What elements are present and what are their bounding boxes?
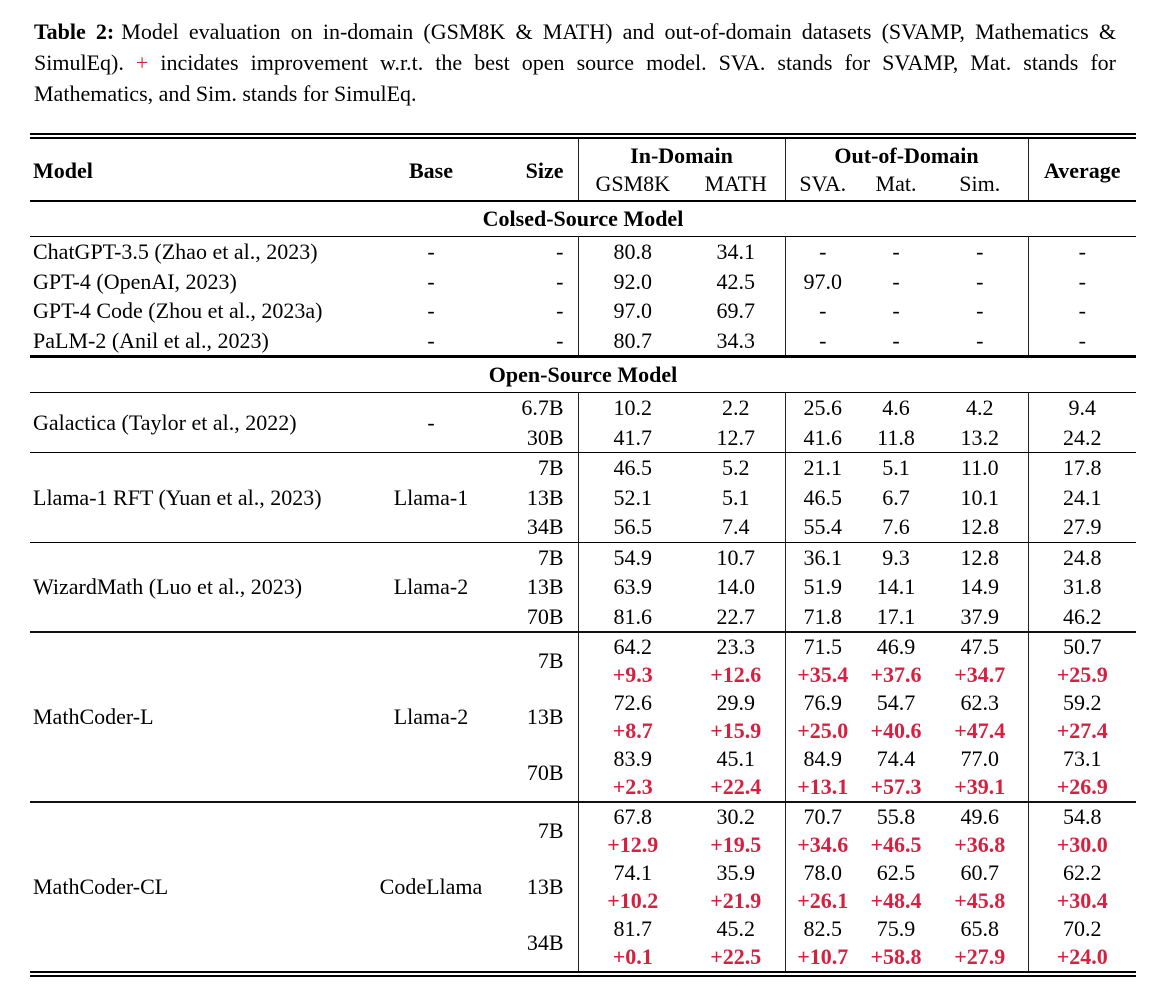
col-header-gsm8k: GSM8K [578,170,687,201]
cell-size: 70B [526,603,564,629]
cell-score: - [785,326,860,357]
cell-score: 31.8 [1028,572,1136,602]
cell-score: 51.9 [785,572,860,602]
cell-score: 54.9 [578,542,687,572]
cell-score: 12.7 [716,424,755,450]
cell-score: 10.1 [960,484,999,510]
cell-score: 62.3 [960,690,999,715]
cell-size: - [556,268,564,294]
caption-text-after-plus: incidates improvement w.r.t. the best open source model. SVA. stands for SVAMP, Mat. stands for Mathematics, and Sim. stands for SimulEq. [34,50,1117,106]
cell-score: 22.7 [716,603,755,629]
cell-improvement: +21.9 [710,888,762,913]
cell-score: 84.9 [785,745,860,773]
cell-improvement: +26.9 [1028,773,1136,802]
col-header-math: MATH [704,171,767,196]
cell-improvement: +10.2 [578,887,687,915]
cell-score: - [1028,296,1136,326]
cell-score: - [976,268,984,294]
cell-score: 45.2 [716,916,755,941]
col-header-mat: Mat. [875,171,917,196]
col-header-size: Size [525,158,564,183]
cell-score: 14.0 [716,574,755,599]
cell-improvement: +19.5 [710,832,762,857]
cell-score: 46.5 [578,453,687,483]
cell-size: 34B [526,930,564,955]
cell-improvement: +27.9 [954,944,1006,969]
cell-score: 41.7 [578,423,687,453]
cell-improvement: +22.5 [710,944,762,969]
cell-score: - [892,327,900,353]
cell-improvement: +37.6 [870,662,922,687]
cell-improvement: +27.4 [1028,717,1136,745]
cell-score: - [892,298,900,323]
cell-size: 7B [537,818,564,843]
cell-model: MathCoder-CL [33,874,169,899]
col-header-base: Base [409,158,453,183]
cell-improvement: +24.0 [1028,943,1136,974]
cell-improvement: +25.9 [1028,661,1136,689]
table-row [30,326,1136,357]
cell-improvement: +48.4 [870,888,922,913]
cell-score: 67.8 [578,802,687,831]
cell-model: WizardMath (Luo et al., 2023) [33,574,303,599]
table-row [30,237,1136,267]
cell-base: - [427,327,435,353]
cell-score: 36.1 [785,542,860,572]
cell-score: 82.5 [785,915,860,943]
cell-score: 17.1 [876,603,916,629]
cell-score: 76.9 [785,689,860,717]
cell-score: 37.9 [960,603,999,629]
cell-score: 21.1 [785,453,860,483]
cell-score: 75.9 [876,916,916,941]
cell-improvement: +12.9 [578,831,687,859]
table-row [30,453,1136,483]
cell-score: 70.2 [1028,915,1136,943]
cell-score: 64.2 [578,632,687,661]
cell-size: 13B [526,704,564,729]
cell-improvement: +57.3 [870,774,922,799]
cell-size: 7B [537,648,564,673]
cell-improvement: +46.5 [870,832,922,857]
cell-size: - [556,327,564,353]
cell-score: 74.1 [578,859,687,887]
cell-score: 27.9 [1028,512,1136,542]
cell-improvement: +10.7 [785,943,860,974]
cell-score: 29.9 [716,690,755,715]
header-row-groups [30,136,1136,170]
cell-improvement: +13.1 [785,773,860,802]
cell-base: - [427,409,435,435]
cell-score: - [892,239,900,264]
col-header-model: Model [33,158,93,183]
cell-improvement: +0.1 [578,943,687,974]
cell-score: 2.2 [722,395,750,420]
cell-score: 13.2 [960,424,999,450]
cell-score: - [785,237,860,267]
cell-score: 56.5 [578,512,687,542]
cell-score: 6.7 [882,484,910,510]
cell-model: MathCoder-L [33,704,154,729]
cell-score: - [892,268,900,294]
cell-size: 7B [537,455,564,480]
cell-size: 30B [526,424,564,450]
cell-score: - [1028,267,1136,297]
cell-score: 47.5 [960,634,999,659]
cell-size: 13B [526,574,564,599]
cell-score: 62.5 [876,860,916,885]
cell-score: 59.2 [1028,689,1136,717]
cell-score: 55.4 [785,512,860,542]
cell-score: 81.7 [578,915,687,943]
cell-score: 24.2 [1028,423,1136,453]
cell-score: 11.8 [877,424,915,450]
cell-score: - [785,296,860,326]
cell-base: CodeLlama [379,874,483,899]
table-row [30,393,1136,423]
cell-score: 80.8 [578,237,687,267]
cell-base: Llama-2 [393,574,469,599]
cell-score: - [976,327,984,353]
cell-model: ChatGPT-3.5 (Zhao et al., 2023) [33,239,318,264]
cell-score: 12.8 [960,544,999,570]
cell-score: 70.7 [785,802,860,831]
cell-score: 71.8 [785,602,860,633]
cell-score: 97.0 [578,296,687,326]
cell-score: - [1028,326,1136,357]
cell-base: - [427,298,435,323]
cell-improvement: +25.0 [785,717,860,745]
cell-score: 77.0 [960,746,999,771]
cell-size: 13B [526,874,564,899]
cell-score: 41.6 [785,423,860,453]
cell-improvement: +34.6 [785,831,860,859]
section-title-closed-source: Colsed-Source Model [30,201,1136,237]
cell-score: 52.1 [578,483,687,513]
cell-score: 81.6 [578,602,687,633]
cell-score: 78.0 [785,859,860,887]
cell-score: 25.6 [785,393,860,423]
table-row [30,632,1136,661]
cell-size: 13B [526,484,564,510]
cell-score: 4.2 [966,395,994,420]
cell-score: 5.1 [722,484,750,510]
cell-score: 7.6 [882,514,910,539]
cell-score: 23.3 [716,634,755,659]
table-row [30,267,1136,297]
cell-model: Llama-1 RFT (Yuan et al., 2023) [33,484,322,510]
cell-score: 45.1 [716,746,755,771]
cell-score: 72.6 [578,689,687,717]
cell-score: 62.2 [1028,859,1136,887]
cell-score: 54.7 [876,690,916,715]
cell-score: 24.8 [1028,542,1136,572]
cell-score: - [976,298,984,323]
cell-score: 11.0 [960,455,999,480]
cell-score: 97.0 [785,267,860,297]
cell-size: - [556,298,564,323]
caption-text-before-plus: Model evaluation on in-domain (GSM8K & MATH) and out-of-domain datasets (SVAMP, Mathematics & SimulEq). [34,19,1117,75]
cell-size: 34B [526,514,564,539]
cell-score: 65.8 [960,916,999,941]
cell-score: 24.1 [1028,483,1136,513]
cell-score: 9.4 [1028,393,1136,423]
cell-size: 6.7B [521,395,564,420]
cell-improvement: +12.6 [710,662,762,687]
cell-score: 69.7 [716,298,755,323]
cell-score: 9.3 [882,544,910,570]
cell-base: Llama-1 [393,484,469,510]
cell-score: 14.9 [960,574,999,599]
cell-base: - [427,239,435,264]
cell-score: 49.6 [960,804,999,829]
table-row [30,802,1136,831]
cell-score: 35.9 [716,860,755,885]
cell-score: - [1028,237,1136,267]
cell-improvement: +22.4 [710,774,762,799]
cell-score: 14.1 [876,574,916,599]
cell-score: 50.7 [1028,632,1136,661]
cell-model: GPT-4 Code (Zhou et al., 2023a) [33,298,323,323]
cell-improvement: +58.8 [870,944,922,969]
section-title-open-source: Open-Source Model [30,357,1136,393]
cell-improvement: +30.0 [1028,831,1136,859]
cell-size: 70B [526,760,564,785]
cell-score: 73.1 [1028,745,1136,773]
cell-model: GPT-4 (OpenAI, 2023) [33,268,237,294]
cell-improvement: +26.1 [785,887,860,915]
cell-score: 46.5 [785,483,860,513]
col-header-sva: SVA. [785,170,860,201]
cell-score: 7.4 [722,514,750,539]
cell-improvement: +2.3 [578,773,687,802]
cell-size: - [556,239,564,264]
cell-score: 92.0 [578,267,687,297]
cell-model: Galactica (Taylor et al., 2022) [33,409,297,435]
cell-improvement: +15.9 [710,718,762,743]
cell-score: 30.2 [716,804,755,829]
cell-model: PaLM-2 (Anil et al., 2023) [33,327,269,353]
col-header-average: Average [1028,136,1136,201]
cell-improvement: +34.7 [954,662,1006,687]
plus-sign: + [135,50,149,75]
cell-score: 46.2 [1028,602,1136,633]
cell-score: 60.7 [960,860,999,885]
caption-label: Table 2: [34,19,115,44]
cell-score: 12.8 [960,514,999,539]
cell-score: 42.5 [716,268,755,294]
cell-score: 71.5 [785,632,860,661]
cell-score: 54.8 [1028,802,1136,831]
cell-improvement: +36.8 [954,832,1006,857]
cell-improvement: +40.6 [870,718,922,743]
cell-score: - [976,239,984,264]
cell-score: 34.1 [716,239,755,264]
cell-improvement: +39.1 [954,774,1006,799]
cell-base: - [427,268,435,294]
cell-score: 4.6 [882,395,910,420]
cell-improvement: +8.7 [578,717,687,745]
cell-improvement: +47.4 [954,718,1006,743]
cell-score: 63.9 [578,572,687,602]
cell-size: 7B [537,544,564,570]
cell-score: 83.9 [578,745,687,773]
cell-improvement: +30.4 [1028,887,1136,915]
cell-score: 74.4 [876,746,916,771]
cell-score: 10.7 [716,544,755,570]
cell-score: 10.2 [578,393,687,423]
cell-improvement: +35.4 [785,661,860,689]
table-row [30,542,1136,572]
cell-score: 80.7 [578,326,687,357]
col-group-in-domain: In-Domain [578,136,785,170]
cell-score: 34.3 [716,327,755,353]
cell-score: 46.9 [876,634,916,659]
cell-score: 5.1 [882,455,910,480]
cell-base: Llama-2 [393,704,469,729]
cell-improvement: +9.3 [578,661,687,689]
cell-improvement: +45.8 [954,888,1006,913]
col-group-out-of-domain: Out-of-Domain [785,136,1028,170]
cell-score: 5.2 [722,455,750,480]
table-caption [34,16,1116,109]
results-table [30,133,1136,977]
cell-score: 55.8 [876,804,916,829]
table-row [30,296,1136,326]
col-header-sim: Sim. [959,171,1001,196]
cell-score: 17.8 [1028,453,1136,483]
